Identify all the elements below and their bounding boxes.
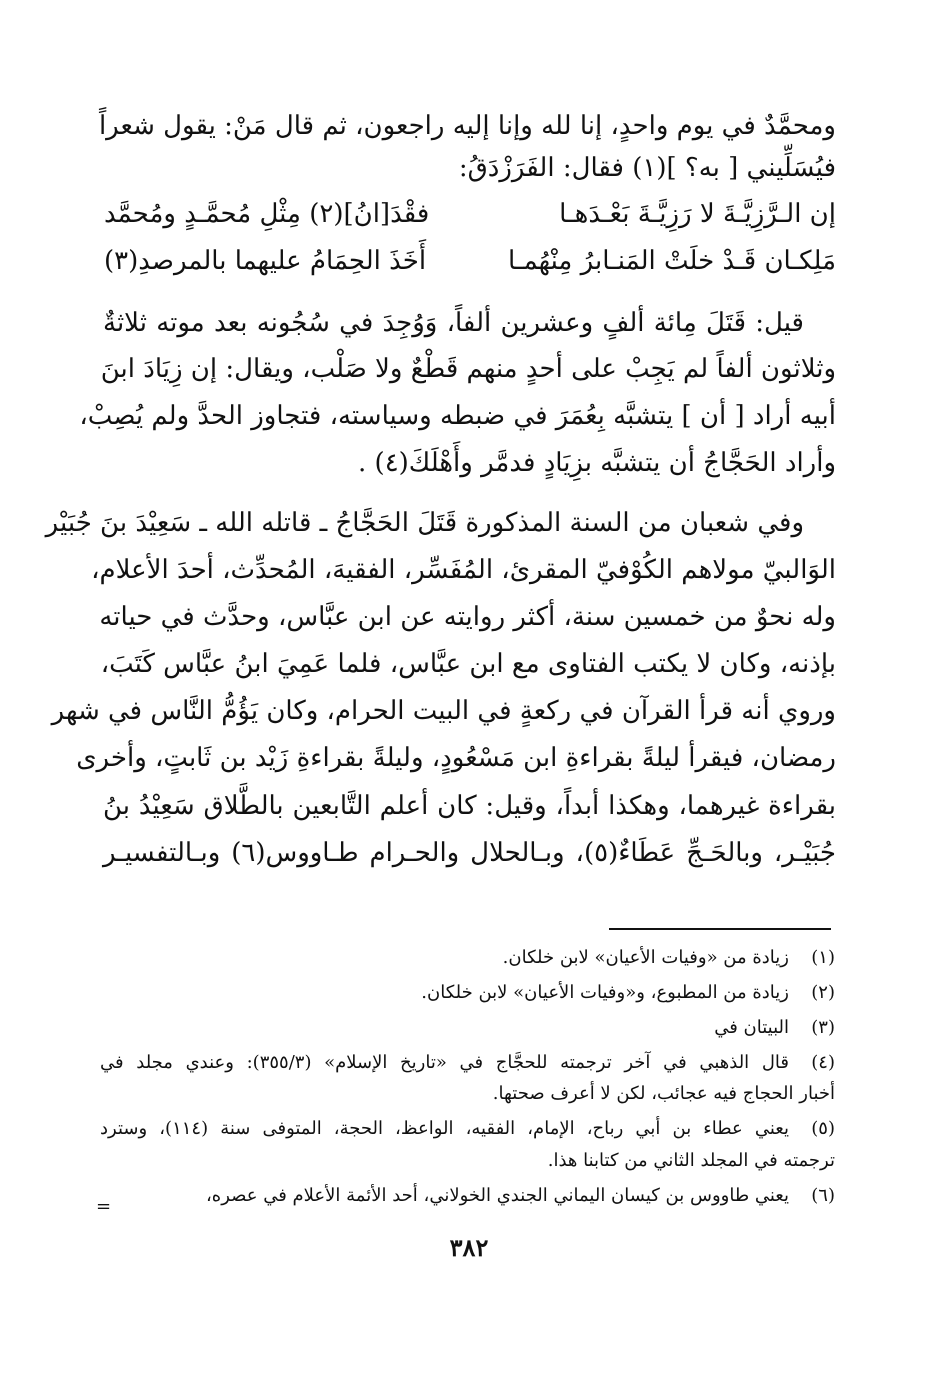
body-line: قيل: قَتَلَ مِائة ألفٍ وعشرين ألفاً، وَوُجِدَ في سُجُونه بعد موته ثلاثةٌ (103, 308, 804, 338)
verse-2-second-hemistich: أَخَذَ الحِمَامُ عليهما بالمرصدِ(٣) (104, 246, 427, 276)
body-line: بإذنه، وكان لا يكتب الفتاوى مع ابن عبَّاس، فلما عَمِيَ ابنُ عبَّاس كَتَبَ، (100, 649, 836, 679)
footnote-5 (100, 1114, 835, 1144)
footnote-text: يعني عطاء بن أبي رباح، الإمام، الفقيه، الواعظ، الحجة، المتوفى سنة (١١٤)، وسترد (100, 1118, 789, 1139)
footnote-number: (٣) (811, 1017, 835, 1038)
footnote-3 (714, 1013, 835, 1043)
footnote-text: البيتان في (714, 1017, 789, 1038)
footnote-number: (٤) (811, 1052, 835, 1073)
body-line: رمضان، فيقرأ ليلةً بقراءةِ ابن مَسْعُودٍ، وليلةً بقراءةِ زَيْد بن ثَابتٍ، وأخرى (76, 743, 836, 773)
footnote-text: قال الذهبي في آخر ترجمته للحجَّاج في «تاريخ الإسلام» (٣٥٥/٣): وعندي مجلد في (100, 1052, 789, 1073)
body-line: وروي أنه قرأ القرآن في ركعةٍ في البيت الحرام، وكان يَؤُمُّ النَّاس في شهر (51, 696, 836, 726)
body-line: وله نحوٌ من خمسين سنة، أكثر روايته عن ابن عبَّاس، وحدَّث في حياته (99, 602, 836, 632)
footnote-4 (100, 1048, 835, 1078)
footnote-separator (609, 928, 831, 930)
footnote-number: (٦) (811, 1185, 835, 1206)
page-number: ٣٨٢ (449, 1233, 489, 1262)
footnote-number: (٥) (811, 1118, 835, 1139)
footnote-1 (503, 943, 835, 973)
footnote-text: زيادة من المطبوع، و«وفيات الأعيان» لابن خلكان. (421, 982, 789, 1003)
footnote-text: يعني طاووس بن كيسان اليماني الجندي الخولاني، أحد الأئمة الأعلام في عصره، (205, 1185, 789, 1206)
body-line: ومحمَّدٌ في يوم واحدٍ، إنا لله وإنا إليه راجعون، ثم قال مَنْ: يقول شعراً (98, 111, 836, 141)
body-line: جُبَيْـر، وبالحَـجِّ عَطَاءٌ(٥)، وبـالحلال والحـرام طـاووس(٦) وبـالتفسيـر (103, 838, 837, 868)
footnote-text: زيادة من «وفيات الأعيان» لابن خلكان. (502, 947, 789, 968)
footnote-5-continued: ترجمته في المجلد الثاني من كتابنا هذا. (547, 1150, 835, 1171)
verse-2-first-hemistich: مَلِكـان قَـدْ خلَتْ المَنـابرُ مِنْهُمـا (508, 246, 836, 276)
footnote-number: (١) (811, 947, 835, 968)
footnote-6 (206, 1181, 835, 1211)
footnote-number: (٢) (811, 982, 835, 1003)
body-line: وثلاثون ألفاً لم يَجِبْ على أحدٍ منهم قَطْعٌ ولا صَلْب، ويقال: إن زِيَادَ ابنَ (100, 354, 836, 384)
verse-1-second-hemistich: فقْدَ[انُ](٢) مِثْلِ مُحمَّـدٍ ومُحمَّد (104, 199, 430, 229)
body-line: أبيه أراد [ أن ] يتشبَّه بِعُمَرَ في ضبطه وسياسته، فتجاوز الحدَّ ولم يُصِبْ، (79, 401, 836, 431)
body-line: الوَالبيّ مولاهم الكُوْفيّ المقرئ، المُفَسِّر، الفقيهَ، المُحدِّث، أحدَ الأعلام، (91, 555, 836, 585)
verse-1-first-hemistich: إن الـرَّزِيَّـةَ لا رَزِيَّـةَ بَعْـدَهـا (559, 199, 836, 229)
footnote-4-continued: أخبار الحجاج فيه عجائب، لكن لا أعرف صحتها. (492, 1083, 835, 1104)
footnote-2 (421, 978, 835, 1008)
body-line: فيُسَلِّيني [ به؟ ](١) فقال: الفَرَزْدَقُ: (458, 153, 836, 183)
body-line: وفي شعبان من السنة المذكورة قَتَلَ الحَجَّاجُ ـ قاتله الله ـ سَعِيْدَ بنَ جُبَيْر (45, 508, 804, 538)
body-line: بقراءة غيرهما، وهكذا أبداً، وقيل: كان أعلم التَّابعين بالطَّلاق سَعِيْدُ بنُ (103, 791, 836, 821)
continuation-mark: = (96, 1196, 112, 1217)
body-line: وأراد الحَجَّاجُ أن يتشبَّه بزِيَادٍ فدمَّر وأَهْلَكَ(٤) . (358, 448, 836, 478)
